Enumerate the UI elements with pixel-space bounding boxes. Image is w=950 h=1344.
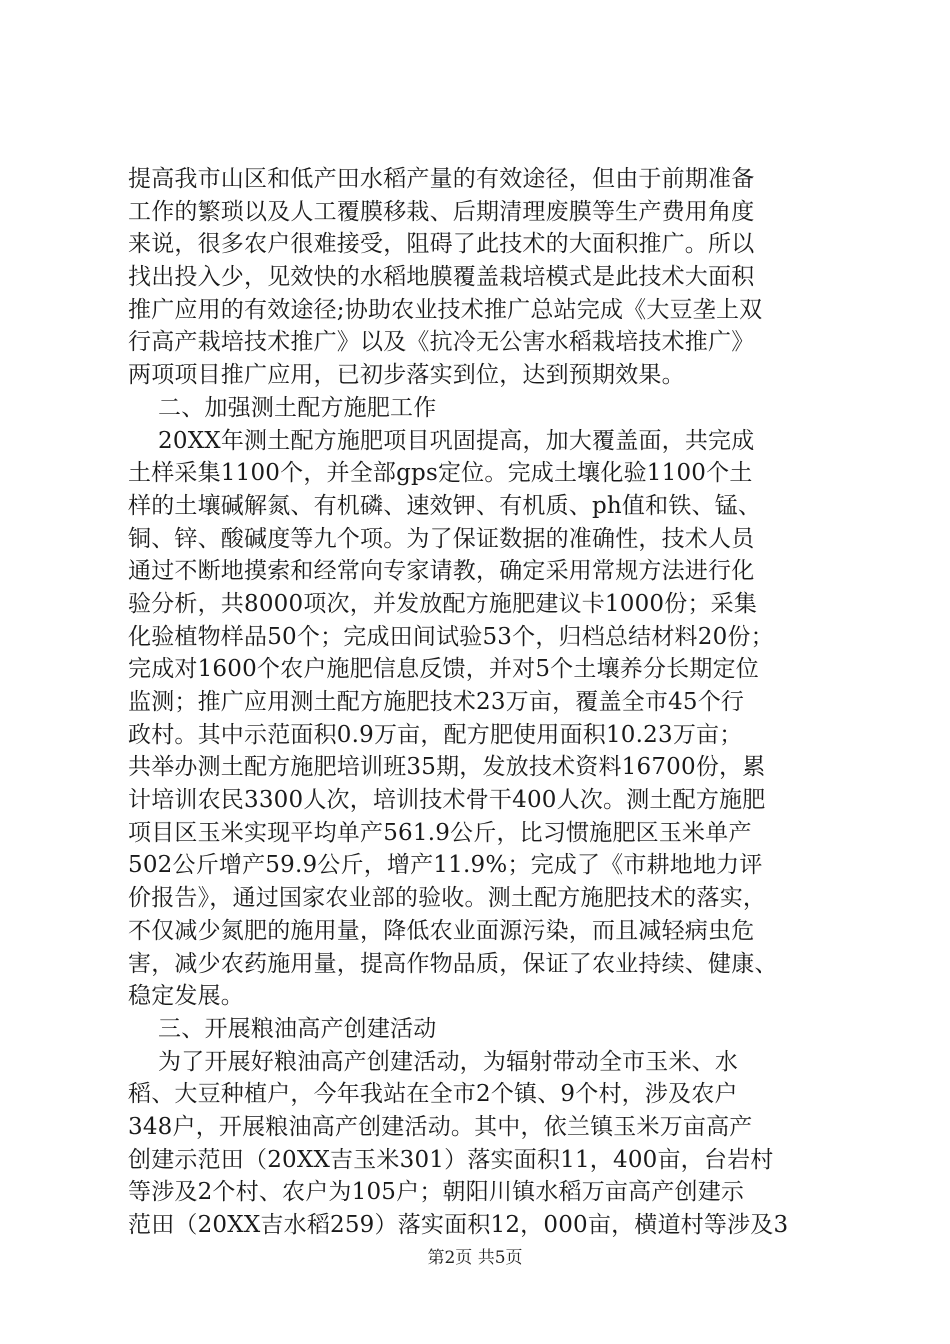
text-line: 二、加强测土配方施肥工作 <box>128 394 437 421</box>
text-line: 推广应用的有效途径;协助农业技术推广总站完成《大豆垄上双 <box>128 296 763 323</box>
text-line: 找出投入少，见效快的水稻地膜覆盖栽培模式是此技术大面积 <box>128 264 755 291</box>
text-line: 稻、大豆种植户，今年我站在全市2个镇、9个村，涉及农户 <box>128 1081 738 1108</box>
text-line: 20XX年测土配方施肥项目巩固提高，加大覆盖面，共完成 <box>128 427 755 454</box>
text-line: 工作的繁琐以及人工覆膜移栽、后期清理废膜等生产费用角度 <box>128 198 755 225</box>
text-line: 通过不断地摸索和经常向专家请教，确定采用常规方法进行化 <box>128 558 755 585</box>
text-line: 监测；推广应用测土配方施肥技术23万亩，覆盖全市45个行 <box>128 689 745 715</box>
text-line: 348户，开展粮油高产创建活动。其中，依兰镇玉米万亩高产 <box>128 1113 753 1140</box>
text-line: 范田（20XX吉水稻259）落实面积12，000亩，横道村等涉及3 <box>128 1212 789 1238</box>
text-line: 害，减少农药施用量，提高作物品质，保证了农业持续、健康、 <box>128 950 778 977</box>
text-line: 价报告》，通过国家农业部的验收。测土配方施肥技术的落实， <box>128 885 767 912</box>
text-line: 来说，很多农户很难接受，阻碍了此技术的大面积推广。所以 <box>128 231 755 258</box>
text-line: 稳定发展。 <box>128 983 244 1010</box>
text-line: 创建示范田（20XX吉玉米301）落实面积11，400亩，台岩村 <box>128 1146 774 1173</box>
text-line: 共举办测土配方施肥培训班35期，发放技术资料16700份，累 <box>128 754 766 781</box>
text-line: 验分析，共8000项次，并发放配方施肥建议卡1000份；采集 <box>128 590 758 617</box>
text-line: 等涉及2个村、农户为105户；朝阳川镇水稻万亩高产创建示 <box>128 1179 745 1206</box>
text-line: 完成对1600个农户施肥信息反馈，并对5个土壤养分长期定位 <box>128 656 759 683</box>
page-footer: 第2页 共5页 <box>427 1248 523 1268</box>
text-line: 政村。其中示范面积0.9万亩，配方肥使用面积10.23万亩； <box>128 721 743 748</box>
text-line: 计培训农民3300人次，培训技术骨干400人次。测土配方施肥 <box>128 787 766 814</box>
text-line: 不仅减少氮肥的施用量，降低农业面源污染，而且减轻病虫危 <box>128 917 755 944</box>
text-line: 为了开展好粮油高产创建活动，为辐射带动全市玉米、水 <box>128 1048 739 1075</box>
text-line: 项目区玉米实现平均单产561.9公斤，比习惯施肥区玉米单产 <box>128 819 752 846</box>
text-line: 提高我市山区和低产田水稻产量的有效途径，但由于前期准备 <box>128 166 755 192</box>
text-line: 铜、锌、酸碱度等九个项。为了保证数据的准确性，技术人员 <box>128 525 755 552</box>
document-body <box>128 163 828 1242</box>
text-line: 行高产栽培技术推广》以及《抗冷无公害水稻栽培技术推广》 <box>128 329 755 356</box>
text-line: 502公斤增产59.9公斤，增产11.9%；完成了《市耕地地力评 <box>128 852 763 879</box>
text-line: 样的土壤碱解氮、有机磷、速效钾、有机质、ph值和铁、锰、 <box>128 492 762 519</box>
text-line: 三、开展粮油高产创建活动 <box>128 1015 437 1042</box>
text-line: 土样采集1100个，并全部gps定位。完成土壤化验1100个土 <box>128 460 753 487</box>
text-line: 两项项目推广应用，已初步落实到位，达到预期效果。 <box>128 362 685 389</box>
text-line: 化验植物样品50个；完成田间试验53个，归档总结材料20份； <box>128 623 774 650</box>
